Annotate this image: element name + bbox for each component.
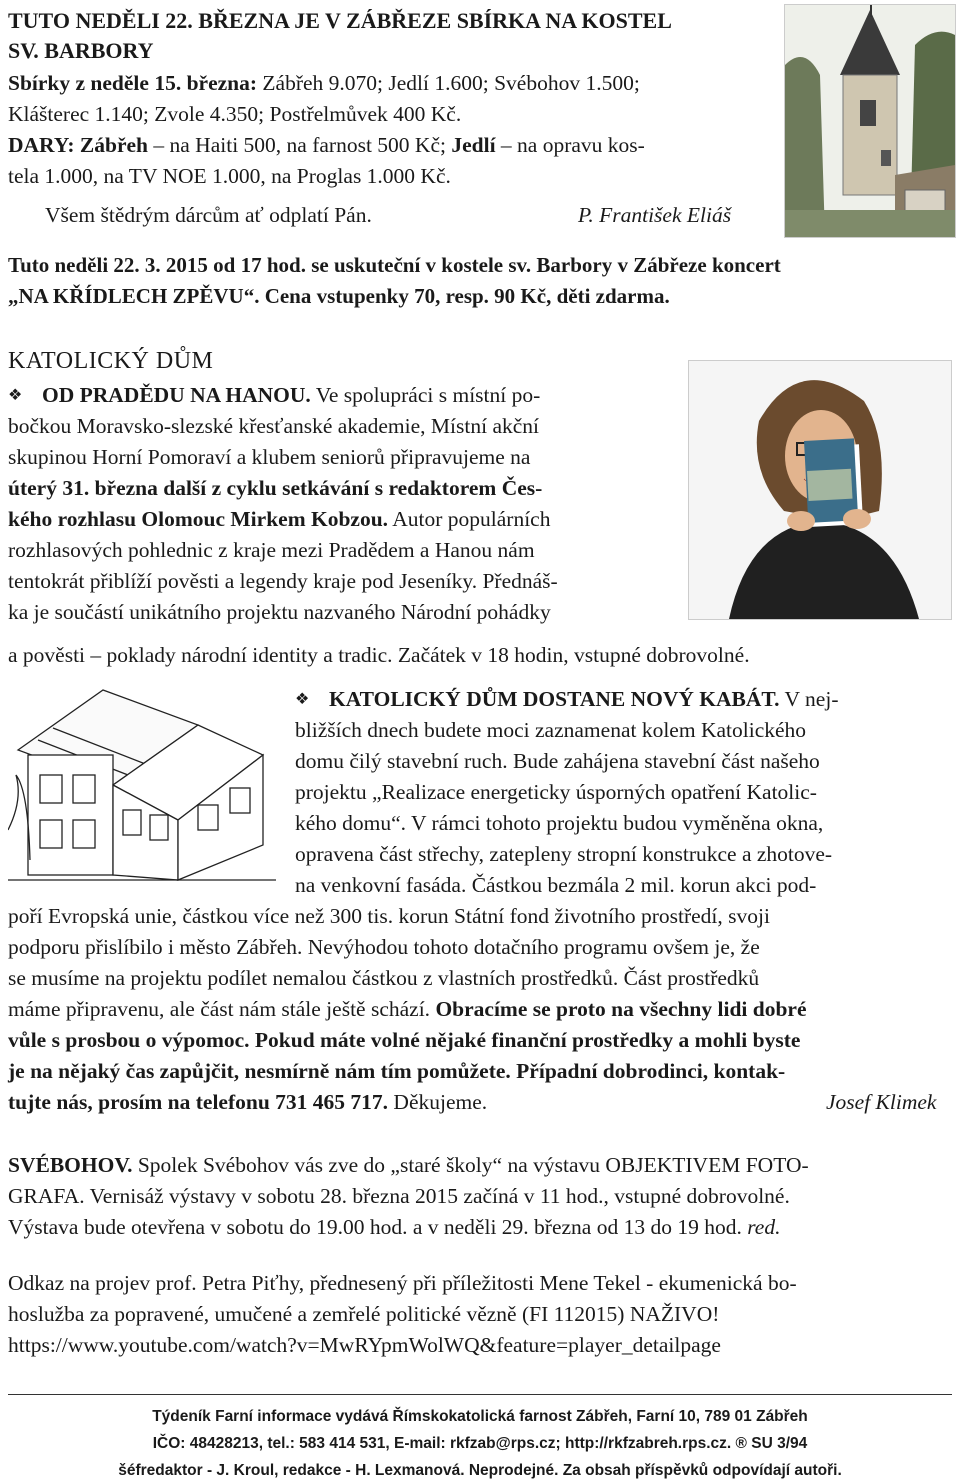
youtube-link[interactable]: https://www.youtube.com/watch?v=MwRYpmWolWQ&feature=player_detailpage [8, 1333, 721, 1357]
footer-line3: šéfredaktor - J. Kroul, redakce - H. Lexmanová. Neprodejné. Za obsah příspěvků odpovídají autoři. [118, 1462, 842, 1479]
footer [0, 1403, 960, 1484]
signature-red: red. [747, 1215, 781, 1239]
item1-line: úterý 31. března další z cyklu setkávání s redaktorem Čes- [8, 476, 543, 500]
item2-line: domu čilý stavební ruch. Bude zahájena stavební část našeho [295, 749, 820, 773]
collections-paragraph [8, 68, 768, 192]
katolicky-dum-heading: KATOLICKÝ DŮM [8, 348, 214, 374]
collection-heading [8, 6, 768, 66]
item1-line: tentokrát přiblíží pověsti a legendy kraje pod Jeseníky. Přednáš- [8, 569, 558, 593]
diamond-bullet-icon: ❖ [8, 387, 23, 404]
house-sketch-image [8, 680, 276, 888]
item2-paragraph [295, 684, 957, 901]
item1-paragraph [8, 380, 676, 628]
svebohov-label: SVÉBOHOV. [8, 1153, 133, 1177]
item2-line: se musíme na projektu podílet nemalou částkou z vlastních prostředků. Část prostředků [8, 966, 760, 990]
item1-line: ka je součástí unikátního projektu nazvaného Národní pohádky [8, 600, 551, 624]
svebohov-paragraph [8, 1150, 958, 1243]
item2-line: bližších dnech budete moci zaznamenat kolem Katolického [295, 718, 807, 742]
svebohov-line: Spolek Svébohov vás zve do „staré školy“ na výstavu OBJEKTIVEM FOTO- [132, 1153, 809, 1177]
appeal-text: vůle s prosbou o výpomoc. Pokud máte volné nějaké finanční prostředky a mohli byste [8, 1028, 801, 1052]
concert-line1: Tuto neděli 22. 3. 2015 od 17 hod. se uskuteční v kostele sv. Barbory v Zábřeze koncert [8, 253, 781, 277]
collection-title-line1: TUTO NEDĚLI 22. BŘEZNA JE V ZÁBŘEZE SBÍRKA NA KOSTEL [8, 8, 672, 33]
gifts-text: – na Haiti 500, na farnost 500 Kč; [148, 133, 452, 157]
odkaz-line: Odkaz na projev prof. Petra Piťhy, přednesený při příležitosti Mene Tekel - ekumenická bo- [8, 1271, 797, 1295]
thanks-klimek: Děkujeme. [388, 1090, 488, 1114]
appeal-text: je na nějaký čas zapůjčit, nesmírně nám tím pomůžete. Případní dobrodinci, kontak- [8, 1059, 786, 1083]
gifts-text-2: – na opravu kos- [495, 133, 645, 157]
item1-line: bočkou Moravsko-slezské křesťanské akademie, Místní akční [8, 414, 540, 438]
signature-elias: P. František Eliáš [578, 203, 732, 227]
item1-line-last: a pověsti – poklady národní identity a tradic. Začátek v 18 hodin, vstupné dobrovolné. [8, 643, 750, 667]
item1-line: skupinou Horní Pomoraví a klubem seniorů připravujeme na [8, 445, 531, 469]
concert-line2: „NA KŘÍDLECH ZPĚVU“. Cena vstupenky 70, resp. 90 Kč, děti zdarma. [8, 284, 670, 308]
item2-line: projektu „Realizace energeticky úsporných opatření Katolic- [295, 780, 817, 804]
item2-line: opravena část střechy, zatepleny stropní konstrukce a zhotove- [295, 842, 833, 866]
item2-line: V nej- [779, 687, 839, 711]
footer-divider [8, 1394, 952, 1395]
gifts-jedli: Jedlí [451, 133, 496, 157]
item1-line: Ve spolupráci s místní po- [310, 383, 541, 407]
item2-continued [8, 901, 958, 1118]
collections-text: Zábřeh 9.070; Jedlí 1.600; Svébohov 1.500; [257, 71, 640, 95]
item1-line: kého rozhlasu Olomouc Mirkem Kobzou. [8, 507, 389, 531]
gifts-label: DARY: Zábřeh [8, 133, 149, 157]
gifts-text-3: tela 1.000, na TV NOE 1.000, na Proglas 1.000 Kč. [8, 164, 451, 188]
church-photo [784, 4, 956, 238]
odkaz-paragraph [8, 1268, 958, 1361]
appeal-text: Obracíme se proto na všechny lidi dobré [435, 997, 807, 1021]
speaker-photo [688, 360, 952, 620]
item1-line: rozhlasových pohlednic z kraje mezi Pradědem a Hanou nám [8, 538, 535, 562]
item2-line: podporu přislíbilo i město Zábřeh. Nevýhodou tohoto dotačního programu ovšem je, že [8, 935, 760, 959]
footer-line1: Týdeník Farní informace vydává Římskokatolická farnost Zábřeh, Farní 10, 789 01 Zábřeh [152, 1408, 808, 1425]
collections-label: Sbírky z neděle 15. března: [8, 71, 258, 95]
diamond-bullet-icon: ❖ [295, 691, 310, 708]
item1-title: OD PRADĚDU NA HANOU. [42, 383, 311, 407]
thanks-text: Všem štědrým dárcům ať odplatí Pán. [45, 203, 372, 227]
item2-title: KATOLICKÝ DŮM DOSTANE NOVÝ KABÁT. [329, 687, 780, 711]
item2-line: poří Evropská unie, částkou více než 300 tis. korun Státní fond životního prostředí, svoji [8, 904, 770, 928]
svebohov-line: Výstava bude otevřena v sobotu do 19.00 hod. a v neděli 29. března od 13 do 19 hod. [8, 1215, 742, 1239]
house-drawing [8, 680, 276, 888]
item2-line: kého domu“. V rámci tohoto projektu budou vyměněna okna, [295, 811, 824, 835]
item2-line: na venkovní fasáda. Částkou bezmála 2 mil. korun akci pod- [295, 873, 817, 897]
item2-line: máme připravenu, ale část nám stále ještě schází. [8, 997, 436, 1021]
speaker-image [689, 361, 951, 619]
church-tower-image [785, 5, 955, 237]
contact-phone-text: tujte nás, prosím na telefonu 731 465 717. [8, 1090, 389, 1114]
footer-line2: IČO: 48428213, tel.: 583 414 531, E-mail: rkfzab@rps.cz; http://rkfzabreh.rps.cz. ® SU 3/94 [152, 1435, 808, 1452]
odkaz-line: hoslužba za popravené, umučené a zemřelé politické vězně (FI 112015) NAŽIVO! [8, 1302, 720, 1326]
concert-notice [8, 250, 958, 312]
item1-line: Autor populárních [388, 507, 551, 531]
collections-text-2: Klášterec 1.140; Zvole 4.350; Postřelmůvek 400 Kč. [8, 102, 462, 126]
svebohov-line: GRAFA. Vernisáž výstavy v sobotu 28. března 2015 začíná v 11 hod., vstupné dobrovolné. [8, 1184, 790, 1208]
signature-klimek: Josef Klimek [826, 1090, 937, 1114]
collection-title-line2: SV. BARBORY [8, 38, 154, 63]
